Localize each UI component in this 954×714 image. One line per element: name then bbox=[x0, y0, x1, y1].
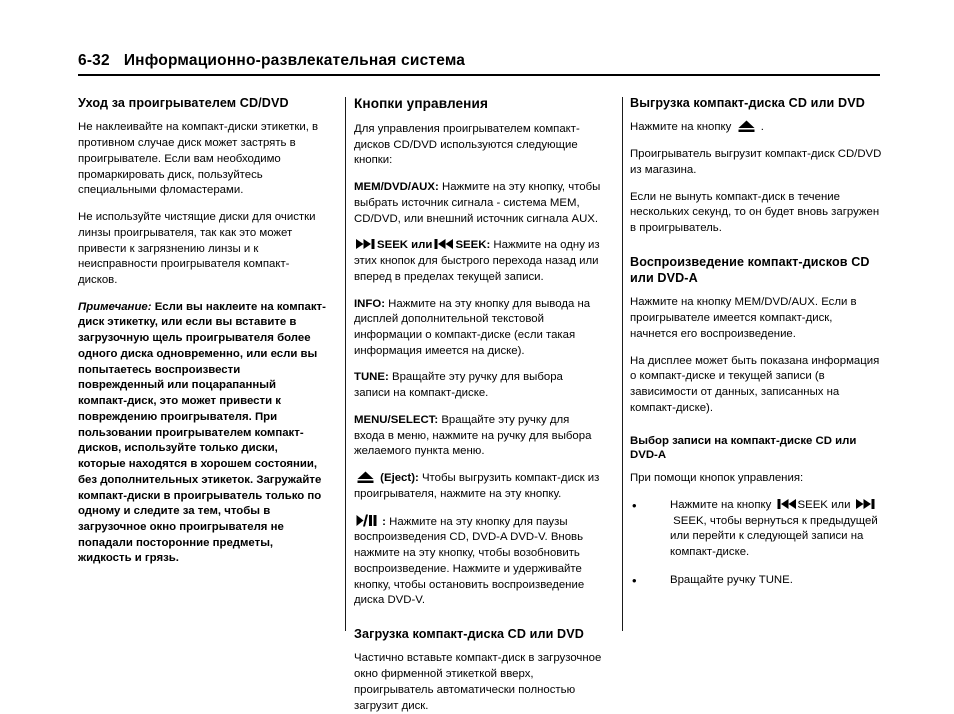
play-pause-icon bbox=[356, 514, 377, 527]
seek-forward-icon bbox=[856, 498, 875, 510]
heading-play-disc: Воспроизведение компакт-дисков CD или DVD-A bbox=[630, 254, 870, 286]
eject-icon bbox=[357, 471, 374, 484]
page-header-text bbox=[78, 52, 880, 70]
column-1 bbox=[78, 95, 326, 635]
column-3 bbox=[630, 95, 882, 635]
bullet-1-seek-rev-label: SEEK или bbox=[797, 499, 851, 512]
bullet-1-seek-fwd-text: SEEK, чтобы вернуться к предыдущей или перейти к следующей записи на компакт-диске. bbox=[670, 514, 878, 559]
heading-load-disc: Загрузка компакт-диска CD или DVD bbox=[354, 627, 584, 642]
seek-reverse-icon bbox=[434, 238, 453, 250]
page-number: 6-32 bbox=[78, 52, 110, 69]
heading-control-buttons: Кнопки управления bbox=[354, 96, 488, 111]
paragraph-play-pause bbox=[354, 514, 602, 609]
column-2 bbox=[354, 95, 602, 712]
label-info: INFO: bbox=[354, 297, 386, 310]
track-select-list bbox=[630, 498, 882, 589]
text-press-eject-post: . bbox=[760, 121, 764, 134]
content-columns bbox=[78, 95, 882, 712]
paragraph-using-controls: При помощи кнопок управления: bbox=[630, 472, 804, 485]
page-title: Информационно-развлекательная система bbox=[123, 52, 466, 69]
paragraph-no-labels: Не наклеивайте на компакт-диски этикетки, в противном случае диск может застрять в проигрывателе. Если вам необходимо промаркировать диск, пользуйтесь специальными фломастерами. bbox=[78, 121, 319, 197]
paragraph-info bbox=[354, 297, 602, 360]
label-menu-select: MENU/SELECT: bbox=[354, 413, 439, 426]
label-play-pause: : bbox=[382, 515, 386, 528]
paragraph-load-disc: Частично вставьте компакт-диск в загрузочное окно фирменной этикеткой вверх, проигрыватель автоматически полностью загрузит диск. bbox=[354, 652, 602, 712]
paragraph-menu-select bbox=[354, 413, 602, 460]
list-item bbox=[630, 498, 882, 561]
paragraph-eject bbox=[354, 471, 602, 502]
bullet-icon: • bbox=[632, 572, 637, 588]
bullet-2-text: Вращайте ручку TUNE. bbox=[670, 573, 793, 586]
text-play-pause: Нажмите на эту кнопку для паузы воспроизведения CD, DVD-A DVD-V. Вновь нажмите на эту кнопку, чтобы возобновить воспроизведение. Нажмите и удерживайте кнопку, чтобы остановить воспроизведение диска DVD-V. bbox=[354, 515, 585, 607]
paragraph-display-info: На дисплее может быть показана информация о компакт-диске и текущей записи (в зависимости от данных, записанных на компакт-диске). bbox=[630, 354, 880, 414]
seek-forward-icon bbox=[356, 238, 375, 250]
eject-icon bbox=[738, 120, 755, 133]
note-text: Если вы наклеите на компакт-диск этикетку, или если вы вставите в загрузочную щель проигрывателя более одного диска одновременно, или если вы попытаетесь воспроизвести поврежденный или поцарапанный компакт-диск, это может привести к повреждению проигрывателя. При пользовании проигрывателем компакт-дисков, используйте только диски, которые находятся в хорошем состоянии, без дополнительных этикеток. Загружайте компакт-диски в проигрыватель только по одному и следите за тем, чтобы в загрузочное окно проигрывателя не попадали посторонние предметы, жидкость и грязь. bbox=[78, 300, 326, 565]
bullet-1-pre: Нажмите на кнопку bbox=[670, 499, 772, 512]
bullet-icon: • bbox=[632, 498, 637, 514]
paragraph-reload-timeout: Если не вынуть компакт-диск в течение нескольких секунд, то он будет вновь загружен в проигрыватель. bbox=[630, 190, 880, 235]
paragraph-seek bbox=[354, 238, 602, 285]
text-menu-select: Вращайте эту ручку для входа в меню, нажмите на ручку для выбора желаемого пункта меню. bbox=[354, 413, 592, 458]
label-tune: TUNE: bbox=[354, 371, 389, 384]
seek-reverse-icon bbox=[777, 498, 796, 510]
heading-eject-disc: Выгрузка компакт-диска CD или DVD bbox=[630, 96, 865, 110]
label-seek-forward: SEEK или bbox=[377, 239, 433, 252]
paragraph-no-cleaning-discs: Не используйте чистящие диски для очистки линзы проигрывателя, так как это может привести к загрязнению линзы и к неисправности проигрывателя компакт-дисков. bbox=[78, 211, 316, 286]
heading-disc-care: Уход за проигрывателем CD/DVD bbox=[78, 96, 289, 110]
text-info: Нажмите на эту кнопку для вывода на дисплей дополнительной текстовой информации о компакт-диске (если такая информация имеется на диске). bbox=[354, 297, 591, 357]
label-seek-reverse: SEEK: bbox=[455, 239, 491, 252]
text-tune: Вращайте эту ручку для выбора записи на компакт-диске. bbox=[354, 371, 563, 400]
note-paragraph bbox=[78, 300, 326, 567]
text-seek: Нажмите на одну из этих кнопок для быстрого перехода назад или вперед в пределах текущей записи. bbox=[354, 239, 600, 283]
heading-select-track: Выбор записи на компакт-диске CD или DVD-A bbox=[630, 434, 857, 462]
paragraph-mem-dvd-aux bbox=[354, 180, 602, 227]
paragraph-press-eject bbox=[630, 120, 882, 136]
label-mem-dvd-aux: MEM/DVD/AUX: bbox=[354, 181, 439, 194]
paragraph-controls-intro: Для управления проигрывателем компакт-дисков CD/DVD используются следующие кнопки: bbox=[354, 122, 580, 167]
label-eject: (Eject): bbox=[380, 472, 419, 485]
list-item bbox=[630, 573, 882, 589]
page-header bbox=[78, 52, 880, 76]
paragraph-eject-result: Проигрыватель выгрузит компакт-диск CD/DVD из магазина. bbox=[630, 148, 882, 176]
note-label: Примечание: bbox=[78, 300, 152, 313]
paragraph-play-start: Нажмите на кнопку MEM/DVD/AUX. Если в проигрывателе имеется компакт-диск, начнется его воспроизведение. bbox=[630, 296, 857, 340]
text-press-eject-pre: Нажмите на кнопку bbox=[630, 121, 732, 134]
paragraph-tune bbox=[354, 370, 602, 401]
text-eject: Чтобы выгрузить компакт-диск из проигрывателя, нажмите на эту кнопку. bbox=[354, 472, 600, 500]
text-mem-dvd-aux: Нажмите на эту кнопку, чтобы выбрать источник сигнала - система MEM, CD/DVD, или внешний источник сигнала AUX. bbox=[354, 181, 601, 225]
